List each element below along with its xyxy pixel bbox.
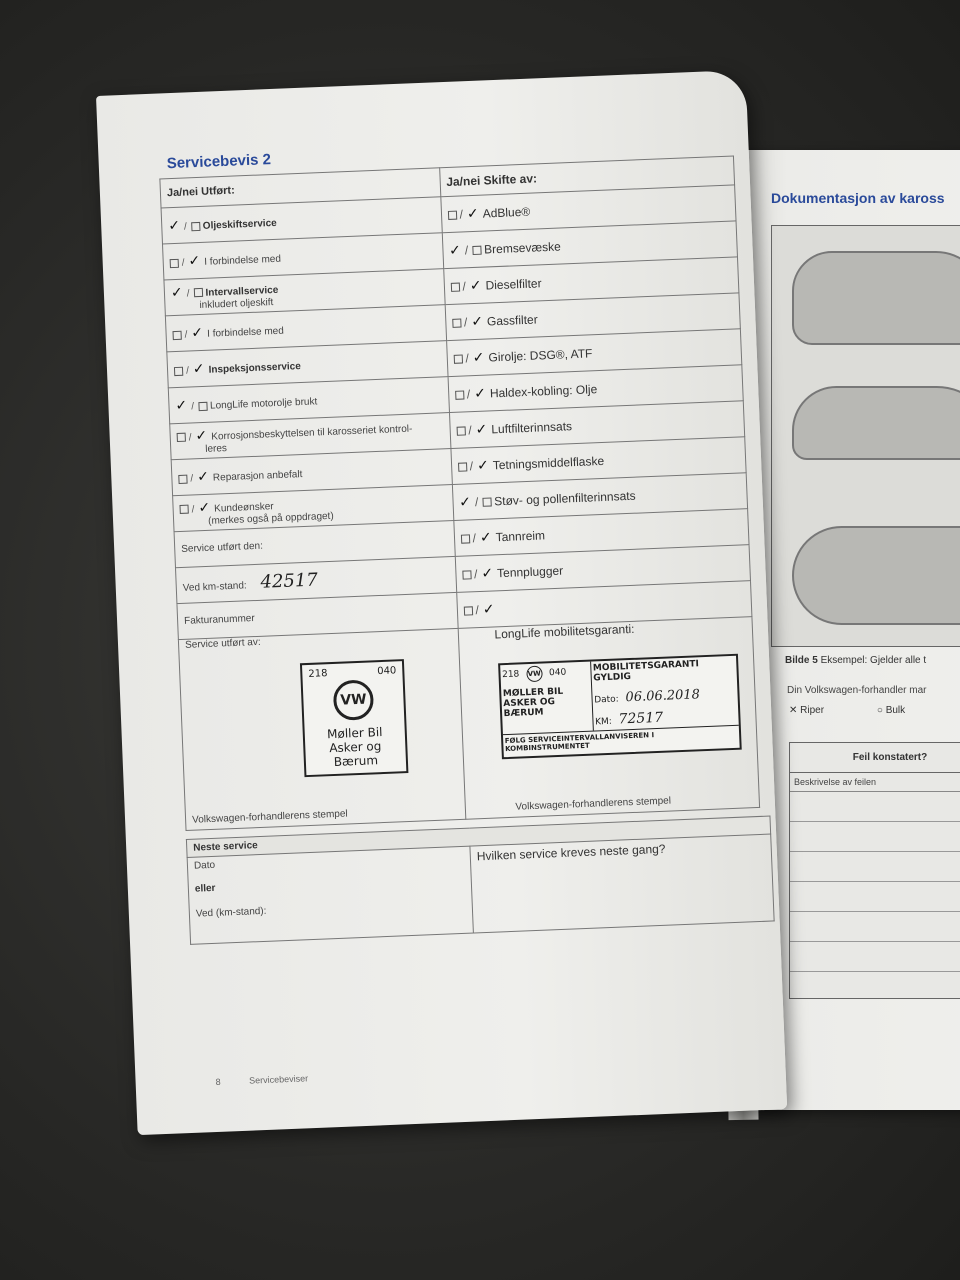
handwritten-check-icon: ✓ bbox=[470, 312, 484, 330]
service-item: / ✓ I forbindelse med bbox=[165, 305, 446, 352]
service-item-label: Kundeønsker bbox=[213, 500, 274, 515]
page-number: 8 bbox=[215, 1076, 221, 1087]
next-service-km-label: Ved (km-stand): bbox=[195, 905, 267, 920]
service-item-label: LongLife motorolje brukt bbox=[209, 396, 318, 412]
stamp-date-label: Dato: bbox=[594, 694, 619, 706]
invoice-label: Fakturanummer bbox=[183, 613, 255, 627]
handwritten-check-icon: ✓ bbox=[191, 323, 204, 341]
service-item: / ✓ I forbindelse med bbox=[162, 233, 443, 280]
defect-line bbox=[790, 882, 960, 912]
replacement-item: ✓ / Støv- og pollenfilterinnsats bbox=[452, 473, 748, 521]
replacement-item-label: Støv- og pollenfilterinnsats bbox=[493, 488, 636, 509]
defect-table-header: Feil konstatert? bbox=[790, 743, 960, 773]
car-front-view bbox=[792, 251, 960, 345]
replacement-item: / ✓ AdBlue® bbox=[440, 185, 736, 233]
replacement-item-label: Bremsevæske bbox=[483, 239, 562, 257]
defect-line bbox=[790, 792, 960, 822]
replacement-item: ✓ / Bremsevæske bbox=[442, 221, 738, 269]
replacement-item-label: Gassfilter bbox=[486, 312, 538, 329]
service-item: / ✓ Inspeksjonsservice bbox=[167, 341, 448, 388]
service-item-label: I forbindelse med bbox=[204, 253, 282, 268]
checkbox[interactable] bbox=[455, 391, 464, 400]
figure-caption-label: Bilde 5 bbox=[785, 655, 818, 666]
checkbox[interactable] bbox=[463, 607, 472, 616]
service-item-label: Inspeksjonsservice bbox=[208, 361, 302, 376]
checkbox[interactable] bbox=[172, 331, 181, 340]
service-item: ✓ / Intervallservice inkludert oljeskift bbox=[164, 269, 445, 316]
service-certificate bbox=[158, 132, 764, 944]
service-item-sub: inkludert oljeskift bbox=[199, 296, 274, 311]
stamp-caption: Volkswagen-forhandlerens stempel bbox=[515, 795, 672, 813]
handwritten-check-icon: ✓ bbox=[475, 420, 488, 438]
replacement-item: / ✓ Girolje: DSG®, ATF bbox=[446, 329, 742, 377]
replacement-item: / ✓ Tennplugger bbox=[455, 545, 751, 593]
replacement-item-label: Tennplugger bbox=[496, 563, 564, 581]
handwritten-check-icon: ✓ bbox=[175, 396, 188, 414]
checkbox[interactable] bbox=[456, 427, 465, 436]
handwritten-check-icon: ✓ bbox=[476, 456, 490, 473]
dealer-note: Din Volkswagen-forhandler mar bbox=[787, 685, 927, 696]
mobility-stamp-cell bbox=[458, 617, 760, 820]
defect-line bbox=[790, 852, 960, 882]
car-side-view bbox=[792, 386, 960, 460]
next-service-or: eller bbox=[194, 882, 216, 895]
page-title: Servicebevis 2 bbox=[166, 151, 272, 173]
km-value: 42517 bbox=[260, 569, 319, 593]
replacement-item: / ✓ Tetningsmiddelflaske bbox=[451, 437, 747, 485]
checkbox[interactable] bbox=[462, 571, 471, 580]
stamp-km-label: KM: bbox=[594, 716, 613, 728]
replacement-item: / ✓ bbox=[456, 581, 752, 629]
checkbox[interactable] bbox=[174, 367, 183, 376]
figure-caption-text: Eksempel: Gjelder alle t bbox=[820, 655, 927, 666]
stamp-line1: MØLLER BIL bbox=[502, 686, 564, 700]
service-item: ✓ / LongLife motorolje brukt bbox=[168, 377, 449, 424]
checkbox[interactable] bbox=[170, 259, 179, 268]
service-table bbox=[159, 155, 760, 831]
handwritten-check-icon: ✓ bbox=[170, 283, 183, 300]
handwritten-check-icon: ✓ bbox=[195, 426, 208, 443]
checkbox[interactable] bbox=[453, 355, 462, 364]
handwritten-check-icon: ✓ bbox=[167, 216, 181, 234]
handwritten-check-icon: ✓ bbox=[198, 498, 211, 515]
page-footer bbox=[215, 1073, 308, 1087]
right-column-header: Ja/nei Skifte av: bbox=[439, 156, 734, 197]
checkbox[interactable] bbox=[458, 463, 467, 472]
handwritten-check-icon: ✓ bbox=[466, 204, 479, 222]
replacement-item: / ✓ Haldex-kobling: Olje bbox=[448, 365, 744, 413]
checkbox[interactable] bbox=[482, 498, 491, 507]
replacement-item-label: Luftfilterinnsats bbox=[491, 419, 573, 437]
defect-table bbox=[789, 742, 960, 999]
service-item-label: Korrosjonsbeskyttelsen til karosseriet kontrol- bbox=[211, 423, 413, 443]
car-top-view bbox=[792, 526, 960, 625]
handwritten-check-icon: ✓ bbox=[482, 600, 495, 617]
handwritten-check-icon: ✓ bbox=[469, 276, 482, 294]
stamp-number-left: 218 bbox=[308, 668, 328, 680]
checkbox[interactable] bbox=[179, 505, 188, 514]
service-item-sub: (merkes også på oppdraget) bbox=[207, 510, 334, 527]
service-item: ✓ / Oljeskiftservice bbox=[161, 197, 442, 244]
car-diagram bbox=[771, 225, 960, 647]
replacement-item-label: Girolje: DSG®, ATF bbox=[488, 346, 593, 365]
handwritten-check-icon: ✓ bbox=[448, 241, 462, 258]
checkbox[interactable] bbox=[450, 283, 459, 292]
service-item: / ✓ Kundeønsker (merkes også på oppdraget) bbox=[173, 485, 454, 532]
service-item: / ✓ Korrosjonsbeskyttelsen til karosseriet kontrol- leres bbox=[170, 413, 451, 460]
handwritten-check-icon: ✓ bbox=[188, 251, 201, 269]
figure-caption bbox=[785, 655, 926, 666]
vw-logo-icon: VW bbox=[526, 666, 543, 683]
replacement-item-label: Tetningsmiddelflaske bbox=[492, 453, 605, 473]
stamp-km-value: 72517 bbox=[618, 709, 664, 728]
longlife-label: LongLife mobilitetsgaranti: bbox=[494, 621, 635, 642]
service-date-label: Service utført den: bbox=[181, 540, 264, 555]
stamp-line2: Asker og Bærum bbox=[329, 739, 382, 769]
km-label: Ved km-stand: bbox=[182, 580, 247, 594]
handwritten-check-icon: ✓ bbox=[458, 493, 472, 510]
replacement-item: / ✓ Gassfilter bbox=[445, 293, 741, 341]
replacement-item-label bbox=[498, 602, 499, 616]
next-service-date-label: Dato bbox=[193, 859, 216, 872]
handwritten-check-icon: ✓ bbox=[196, 467, 210, 485]
right-page-title: Dokumentasjon av kaross bbox=[771, 190, 945, 206]
checkbox[interactable] bbox=[198, 402, 207, 411]
left-page bbox=[96, 70, 787, 1135]
checkbox[interactable] bbox=[193, 288, 202, 297]
stamp-heading: MOBILITETSGARANTI GYLDIG bbox=[592, 659, 700, 684]
service-item-sub: leres bbox=[205, 442, 228, 455]
section-name: Servicebeviser bbox=[248, 1073, 309, 1086]
next-service-title: Neste service bbox=[186, 816, 770, 857]
replacement-item: / ✓ Dieselfilter bbox=[443, 257, 739, 305]
left-column-header: Ja/nei Utført: bbox=[160, 168, 441, 208]
checkbox[interactable] bbox=[460, 535, 469, 544]
stamp-date-value: 06.06.2018 bbox=[625, 687, 701, 706]
legend-dent: Bulk bbox=[885, 705, 906, 716]
replacement-item-label: AdBlue® bbox=[482, 204, 531, 221]
service-item-label: I forbindelse med bbox=[206, 325, 285, 340]
cross-icon: ✕ bbox=[789, 705, 798, 716]
next-service-section bbox=[186, 816, 765, 945]
circle-icon: ○ bbox=[876, 705, 883, 716]
checkbox[interactable] bbox=[472, 246, 481, 255]
next-service-question: Hvilken service kreves neste gang? bbox=[470, 834, 774, 933]
replacement-item-label: Haldex-kobling: Olje bbox=[489, 382, 598, 401]
stamp-line1: Møller Bil bbox=[326, 725, 383, 742]
stamp-line2: ASKER OG BÆRUM bbox=[503, 697, 556, 720]
dealer-stamp bbox=[300, 659, 408, 777]
checkbox[interactable] bbox=[177, 433, 186, 442]
replacement-item: / ✓ Tannreim bbox=[453, 509, 749, 557]
defect-line bbox=[790, 942, 960, 972]
service-item-label: Intervallservice bbox=[205, 284, 279, 299]
replacement-item-label: Tannreim bbox=[495, 528, 546, 545]
stamp-caption: Volkswagen-forhandlerens stempel bbox=[191, 808, 348, 826]
service-item-label: Oljeskiftservice bbox=[202, 217, 277, 232]
vw-logo-icon: VW bbox=[333, 679, 375, 721]
performed-by-label: Service utført av: bbox=[184, 636, 261, 651]
replacement-item-label: Dieselfilter bbox=[485, 276, 542, 293]
checkbox[interactable] bbox=[447, 211, 456, 220]
service-item-label: Reparasjon anbefalt bbox=[212, 469, 303, 484]
legend-scratch: Riper bbox=[800, 705, 825, 716]
defect-line bbox=[790, 912, 960, 942]
service-item: / ✓ Reparasjon anbefalt bbox=[171, 449, 452, 496]
defect-table-sub: Beskrivelse av feilen bbox=[790, 773, 960, 792]
stamp-footer: FØLG SERVICEINTERVALLANVISEREN I KOMBINSTRUMENTET bbox=[503, 725, 740, 755]
handwritten-check-icon: ✓ bbox=[473, 384, 487, 402]
dealer-stamp-cell bbox=[178, 628, 465, 830]
stamp-number-right: 040 bbox=[377, 665, 397, 678]
handwritten-check-icon: ✓ bbox=[192, 359, 205, 377]
checkbox[interactable] bbox=[452, 319, 461, 328]
handwritten-check-icon: ✓ bbox=[481, 564, 494, 581]
handwritten-check-icon: ✓ bbox=[479, 528, 492, 545]
handwritten-check-icon: ✓ bbox=[472, 348, 485, 366]
checkbox[interactable] bbox=[178, 475, 187, 484]
checkbox[interactable] bbox=[191, 222, 200, 231]
next-service-left bbox=[187, 846, 473, 944]
defect-line bbox=[790, 822, 960, 852]
stamp-number-right: 040 bbox=[548, 667, 567, 679]
replacement-item: / ✓ Luftfilterinnsats bbox=[449, 401, 745, 449]
mobility-guarantee-stamp bbox=[498, 654, 742, 760]
legend bbox=[789, 705, 905, 716]
stamp-number-left: 218 bbox=[501, 669, 520, 681]
